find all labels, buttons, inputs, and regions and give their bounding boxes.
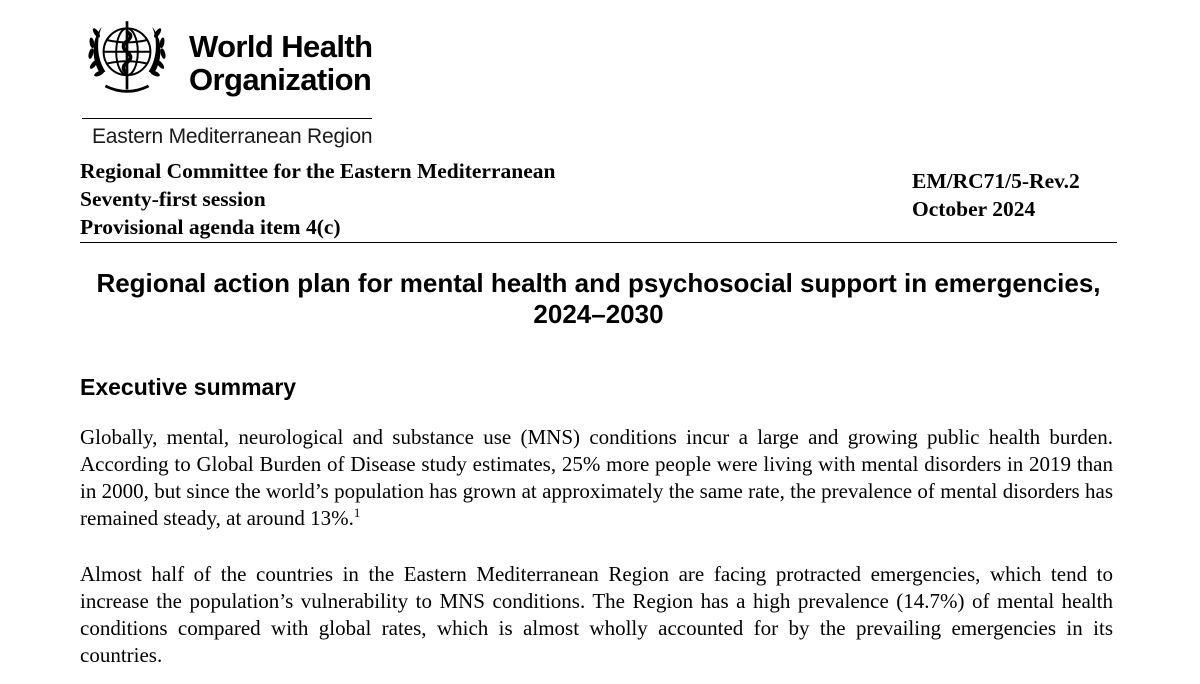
session-name: Seventy-first session: [80, 187, 266, 211]
who-emblem-logo: [82, 14, 172, 104]
agenda-item: Provisional agenda item 4(c): [80, 215, 341, 239]
logo-divider: [82, 118, 372, 119]
footnote-marker: 1: [353, 505, 361, 520]
document-date: October 2024: [912, 197, 1036, 221]
committee-name: Regional Committee for the Eastern Mediterranean: [80, 159, 556, 183]
document-code: EM/RC71/5-Rev.2: [912, 169, 1080, 193]
paragraph-text: Globally, mental, neurological and substance use (MNS) conditions incur a large and growing public health burden. According to Global Burden of Disease study estimates, 25% more people were living with mental disorders in 2019 than in 2000, but since the world’s population has grown at approximately the same rate, the prevalence of mental disorders has remained steady, at around 13%.: [80, 425, 1113, 530]
header-divider: [80, 242, 1117, 243]
region-name: Eastern Mediterranean Region: [92, 125, 373, 148]
paragraph: [80, 561, 1113, 669]
paragraph: [80, 424, 1113, 532]
document-meta: [912, 167, 1080, 223]
section-heading: Executive summary: [80, 374, 297, 400]
org-name-line2: Organization: [189, 62, 372, 97]
paragraph-text: Almost half of the countries in the Eastern Mediterranean Region are facing protracted emergencies, which tend to increase the population’s vulnerability to MNS conditions. The Region has a high prevalence (14.7%) of mental health conditions compared with global rates, which is almost wholly accounted for by the prevailing emergencies in its countries.: [80, 562, 1113, 667]
org-name-line1: World Health: [189, 29, 373, 64]
committee-info: [80, 157, 555, 241]
document-title: Regional action plan for mental health and psychosocial support in emergencies, 2024–2030: [96, 268, 1101, 329]
